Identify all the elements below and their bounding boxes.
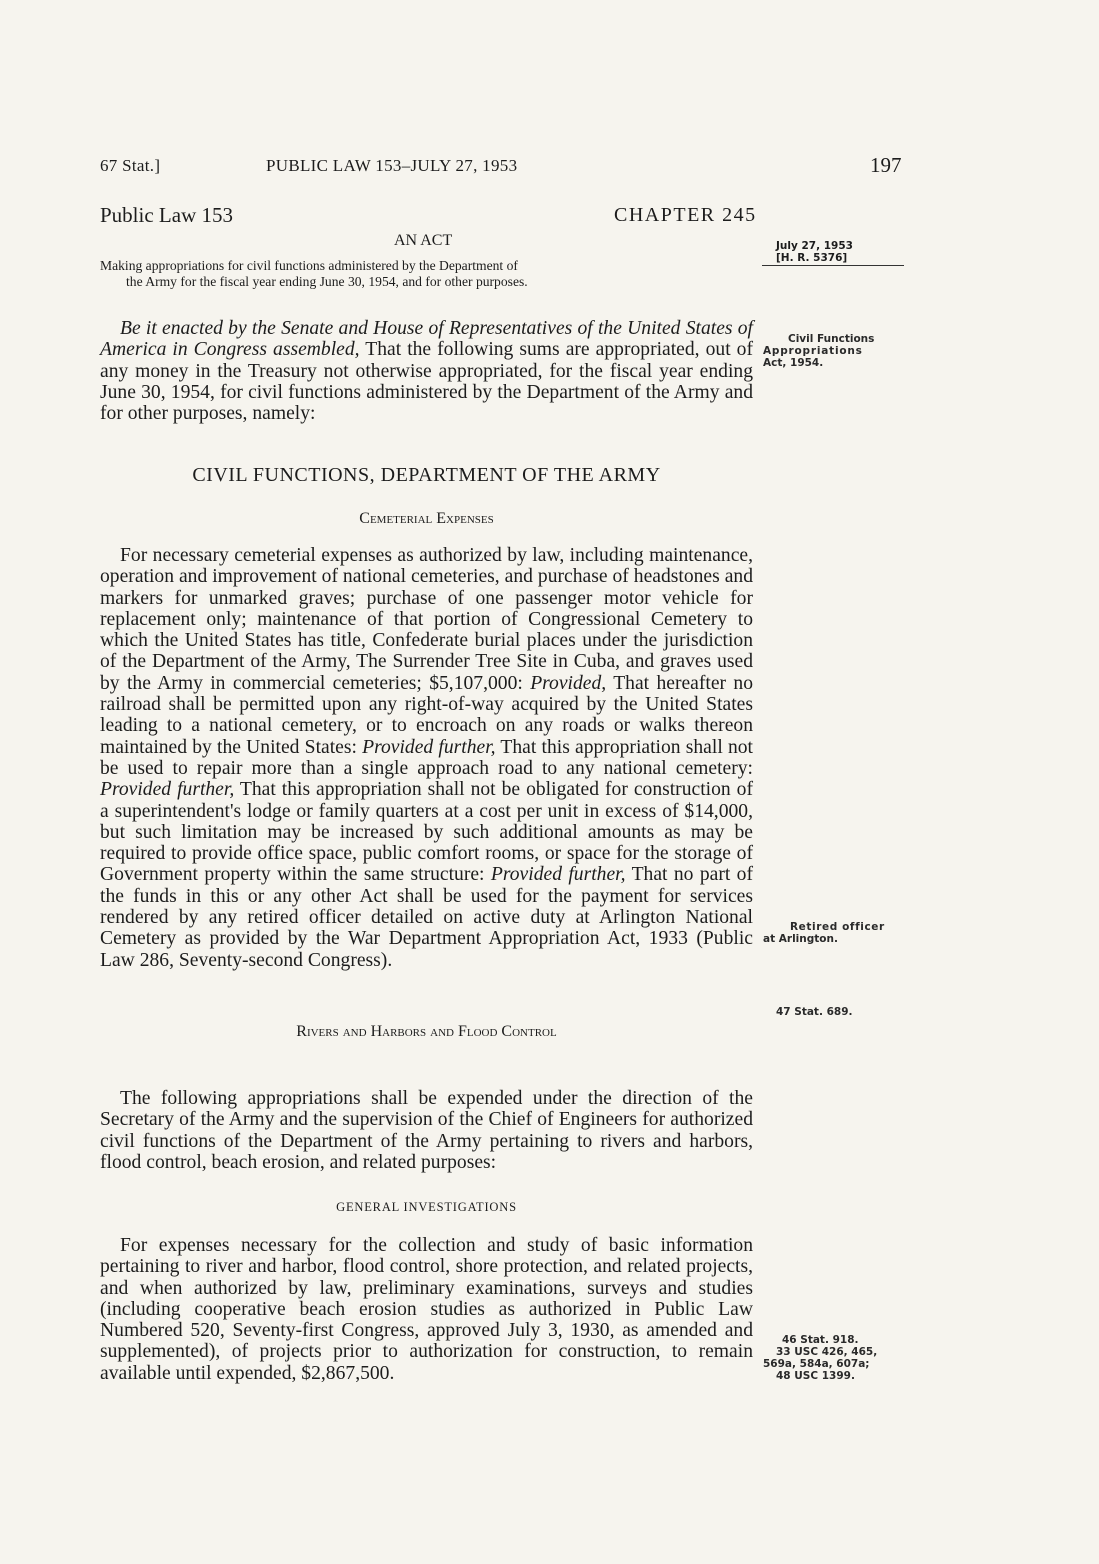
section-title: CIVIL FUNCTIONS, DEPARTMENT OF THE ARMY [192,464,661,486]
general-investigations-paragraph [100,1235,753,1384]
rivers-text: The following appropriations shall be expended under the direction of the Secretary of the Army and the supervision of the Chief of Engineers for authorized civil functions of the Department of the Army pertaining to rivers and harbors, flood control, beach erosion, and related purposes: [100,1088,753,1173]
page-number: 197 [870,153,902,177]
running-title: PUBLIC LAW 153–JULY 27, 1953 [266,156,518,175]
sidenote-cite-4: 48 USC 1399. [776,1370,855,1382]
sidenote-civil-3: Act, 1954. [763,357,824,369]
provided-further-2: Provided further, [100,779,235,801]
cemeterial-text-5: That no part of the funds in this or any other Act shall be used for the payment for services rendered by any retired officer detailed on active duty at Arlington National Cemetery as provided by the War Department Appropriation Act, 1933 (Public Law 286, Seventy-second Congress). [100,864,753,971]
act-description-line-1: Making appropriations for civil functions administered by the Department of [100,258,518,273]
enacting-italic: Be it enacted by the Senate and House of Representatives of the United States of America in Congress assembled, [100,318,753,361]
cemeterial-paragraph [100,545,753,971]
rivers-heading: Rivers and Harbors and Flood Control [296,1023,557,1040]
sidenote-retired-1: Retired officer [790,921,885,933]
cemeterial-text-3: That this appropriation shall not be used to repair more than a single approach road to any national cemetery: [100,736,753,779]
provided-further-3: Provided further, [490,864,626,886]
sidenote-civil-1: Civil Functions [788,333,875,345]
act-description-line-2: the Army for the fiscal year ending June 30, 1954, and for other purposes. [126,274,528,289]
rivers-paragraph [100,1088,753,1173]
bill-number: [H. R. 5376] [776,252,848,264]
provided-further-1: Provided further, [362,736,496,758]
sidenote-civil-2: Appropriations [763,345,863,357]
enacting-text: That the following sums are appropriated, out of any money in the Treasury not otherwise appropriated, for the fiscal year ending June 30, 1954, for civil functions administered by the Department of the Army and for other purposes, namely: [100,339,753,425]
bill-rule [762,265,904,266]
general-investigations-heading: GENERAL INVESTIGATIONS [336,1200,517,1214]
cemeterial-text-4: That this appropriation shall not be obligated for construction of a superintendent's lodge or family quarters at a cost per unit in excess of $14,000, but such limitation may be increased by such additional amounts as may be required to provide office space, public comfort rooms, or space for the storage of Government property within the same structure: [100,779,753,886]
enactment-date: July 27, 1953 [776,240,853,252]
cemeterial-heading: Cemeterial Expenses [359,510,494,527]
cemeterial-text-2: That hereafter no railroad shall be permitted upon any right-of-way acquired by the United States leading to a national cemetery, or to encroach on any roads or walks thereon maintained by the United States: [100,672,753,758]
sidenote-retired-2: at Arlington. [763,933,838,945]
stat-reference: 67 Stat.] [100,156,161,175]
chapter-number: CHAPTER 245 [614,204,757,226]
public-law-number: Public Law 153 [100,203,233,227]
sidenote-cite-2: 33 USC 426, 465, [776,1346,878,1358]
sidenote-cite-1: 46 Stat. 918. [782,1334,859,1346]
enacting-clause [100,318,753,424]
sidenote-stat-689: 47 Stat. 689. [776,1006,853,1018]
general-investigations-text: For expenses necessary for the collection and study of basic information pertaining to river and harbor, flood control, shore protection, and related projects, and when authorized by law, preliminary examinations, surveys and studies (including cooperative beach erosion studies as authorized in Public Law Numbered 520, Seventy-first Congress, approved July 3, 1930, as amended and supplemented), of projects prior to authorization for construction, to remain available until expended, $2,867,500. [100,1235,753,1384]
provided: Provided, [530,672,607,694]
sidenote-cite-3: 569a, 584a, 607a; [763,1358,870,1370]
act-heading: AN ACT [394,232,453,249]
cemeterial-text-1: For necessary cemeterial expenses as authorized by law, including maintenance, operation and improvement of national cemeteries, and purchase of headstones and markers for unmarked graves; purchase of one passenger motor vehicle for replacement only; maintenance of that portion of Congressional Cemetery to which the United States has title, Confederate burial places under the jurisdiction of the Department of the Army, The Surrender Tree Site in Cuba, and graves used by the Army in commercial cemeteries; $5,107,000: [100,545,753,694]
